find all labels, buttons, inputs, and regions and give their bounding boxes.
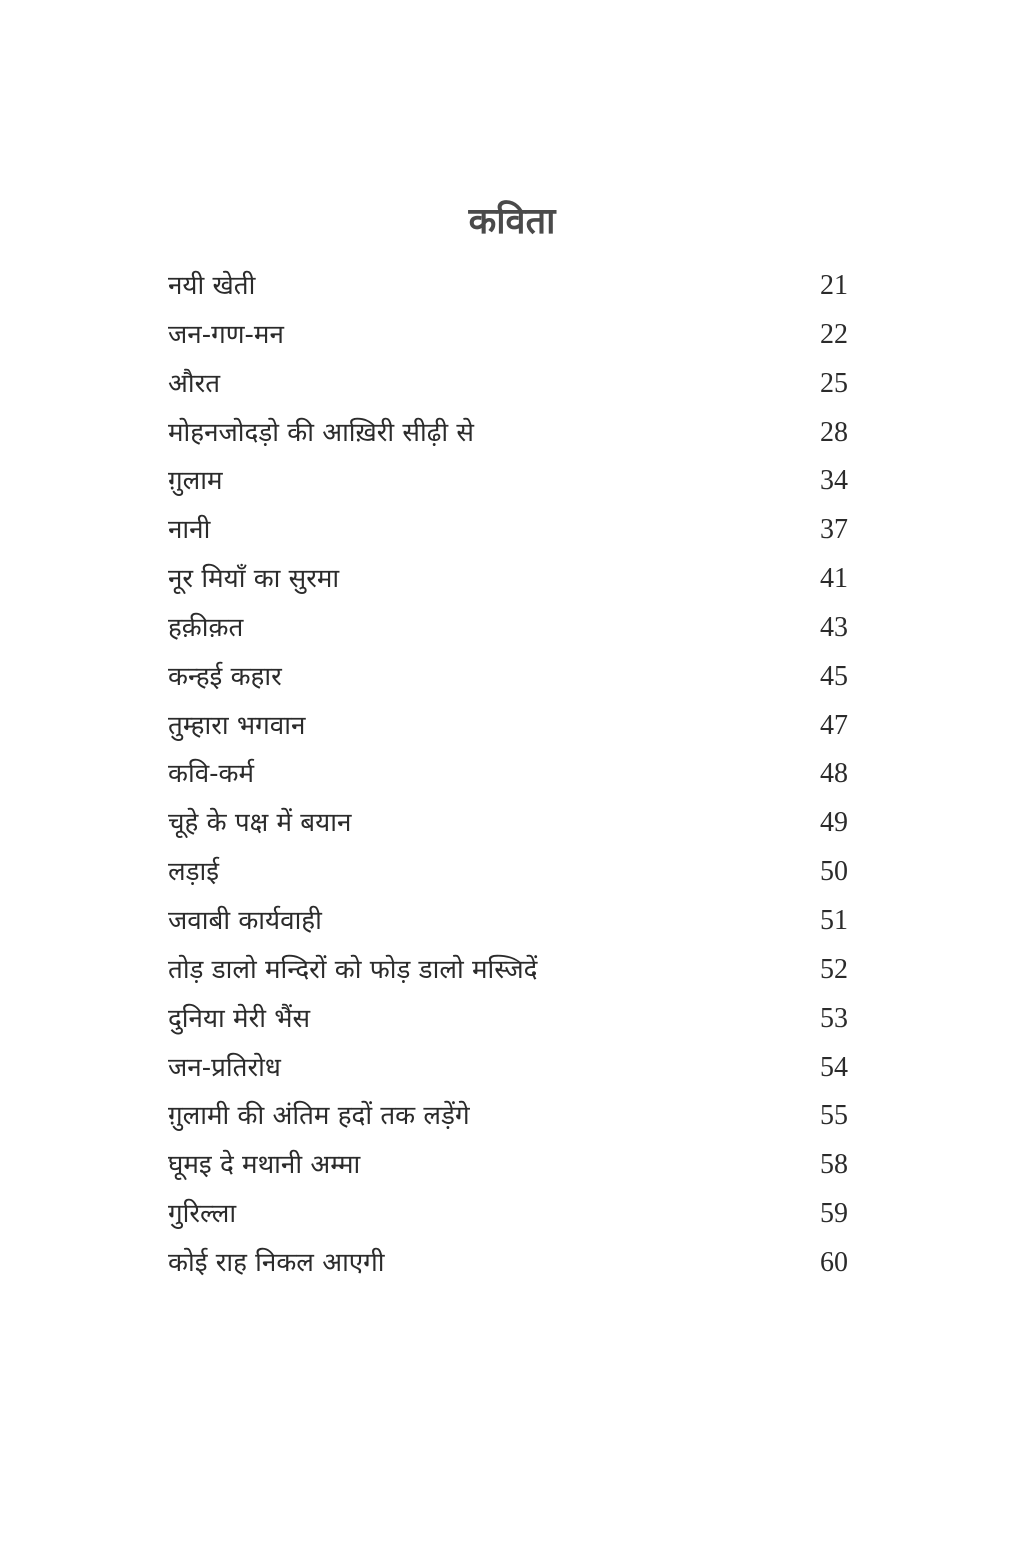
toc-entry	[168, 897, 848, 946]
toc-entry	[168, 555, 848, 604]
toc-entry	[168, 653, 848, 702]
toc-entry-page: 22	[820, 318, 848, 350]
toc-entry	[168, 1239, 848, 1288]
toc-entry-page: 25	[820, 367, 848, 399]
toc-entry-page: 28	[820, 416, 848, 448]
toc-entry	[168, 750, 848, 799]
toc-entry-page: 59	[820, 1198, 848, 1230]
toc-entry-page: 34	[820, 465, 848, 497]
toc-entry-title: जन-गण-मन	[168, 319, 284, 350]
toc-entry-title: कन्हई कहार	[168, 661, 282, 692]
toc-entry-title: हक़ीक़त	[168, 612, 244, 643]
toc-entry	[168, 360, 848, 409]
toc-entry-title: मोहनजोदड़ो की आख़िरी सीढ़ी से	[168, 417, 474, 448]
toc-entry	[168, 799, 848, 848]
section-title: कविता	[468, 201, 556, 242]
toc-entry-page: 48	[820, 758, 848, 790]
toc-entry-page: 37	[820, 514, 848, 546]
toc-entry	[168, 409, 848, 458]
toc-entry-title: तुम्हारा भगवान	[168, 710, 306, 741]
toc-entry-title: तोड़ डालो मन्दिरों को फोड़ डालो मस्जिदें	[168, 954, 538, 985]
toc-entry	[168, 311, 848, 360]
table-of-contents	[168, 262, 848, 1288]
toc-entry	[168, 262, 848, 311]
toc-entry	[168, 1141, 848, 1190]
toc-entry-page: 55	[820, 1100, 848, 1132]
toc-entry-title: चूहे के पक्ष में बयान	[168, 808, 352, 839]
toc-entry	[168, 604, 848, 653]
toc-entry	[168, 506, 848, 555]
toc-entry-page: 60	[820, 1246, 848, 1278]
toc-entry	[168, 946, 848, 995]
toc-entry	[168, 1190, 848, 1239]
toc-entry	[168, 702, 848, 751]
toc-entry-title: ग़ुलाम	[168, 466, 223, 497]
toc-entry-page: 41	[820, 563, 848, 595]
toc-entry-page: 45	[820, 660, 848, 692]
toc-entry-title: कोई राह निकल आएगी	[168, 1247, 385, 1278]
toc-entry-title: ग़ुलामी की अंतिम हदों तक लड़ेंगे	[168, 1101, 470, 1132]
toc-entry-title: नानी	[168, 515, 211, 546]
toc-entry-title: दुनिया मेरी भैंस	[168, 1003, 311, 1034]
toc-entry-page: 43	[820, 611, 848, 643]
toc-entry-page: 53	[820, 1002, 848, 1034]
toc-entry	[168, 1044, 848, 1093]
toc-entry-page: 50	[820, 856, 848, 888]
toc-entry-title: घूमइ दे मथानी अम्मा	[168, 1150, 361, 1181]
toc-entry-title: गुरिल्ला	[168, 1199, 237, 1230]
toc-entry-page: 49	[820, 807, 848, 839]
toc-entry	[168, 1092, 848, 1141]
toc-entry-title: जवाबी कार्यवाही	[168, 905, 322, 936]
toc-entry-title: औरत	[168, 368, 221, 399]
toc-entry-title: नूर मियाँ का सुरमा	[168, 564, 340, 595]
toc-entry	[168, 457, 848, 506]
toc-entry-title: नयी खेती	[168, 271, 256, 301]
toc-entry	[168, 995, 848, 1044]
toc-entry-page: 47	[820, 709, 848, 741]
toc-entry-page: 51	[820, 904, 848, 936]
toc-entry-page: 52	[820, 953, 848, 985]
toc-entry-title: कवि-कर्म	[168, 759, 255, 790]
toc-entry-title: जन-प्रतिरोध	[168, 1052, 281, 1083]
toc-entry-title: लड़ाई	[168, 857, 220, 888]
toc-entry	[168, 848, 848, 897]
toc-entry-page: 21	[820, 270, 848, 301]
toc-entry-page: 54	[820, 1051, 848, 1083]
toc-entry-page: 58	[820, 1149, 848, 1181]
